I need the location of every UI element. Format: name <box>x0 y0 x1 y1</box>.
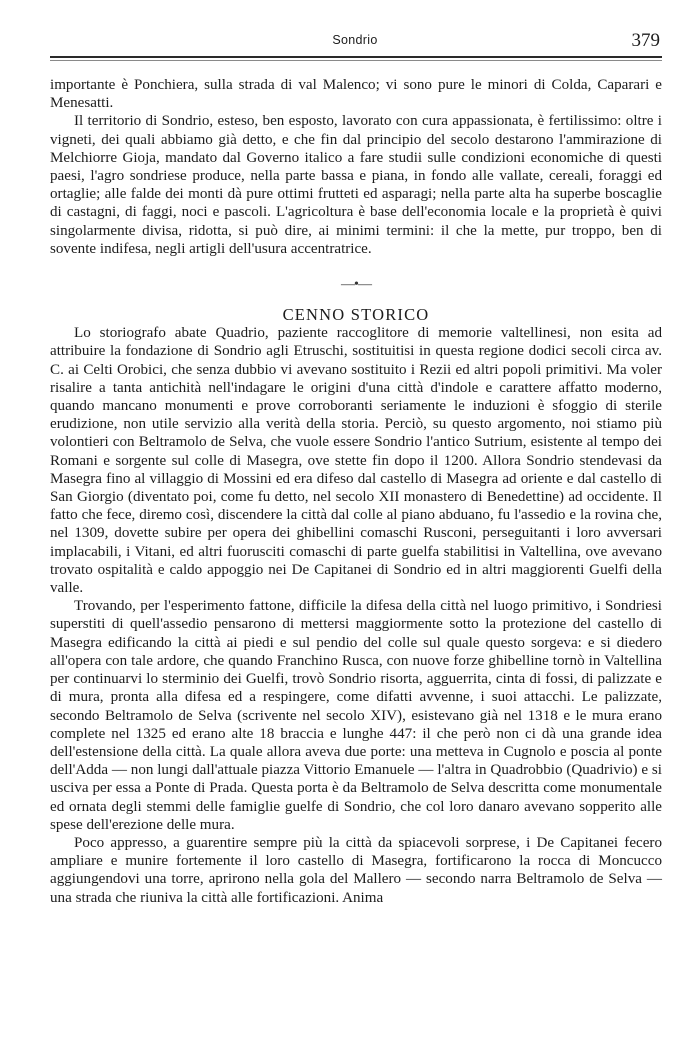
paragraph-history-3: Poco appresso, a guarentire sempre più la città da spiacevoli sorprese, i De Capitanei fecero ampliare e munire fortemente il loro castello di Masegra, fortificarono la rocca di Moncucco aggiungendovi una torre, aprirono nella gola del Mallero — secondo narra Beltramolo de Selva — una strada che riuniva la città alle fortificazioni. Anima <box>50 834 662 906</box>
paragraph-history-2: Trovando, per l'esperimento fattone, difficile la difesa della città nel luogo primitivo, i Sondriesi superstiti di quell'assedio pensarono di mettersi maggiormente sotto la protezione del castello di Masegra edificando la città ai piedi e sul pendio del colle sul quale questo sorgeva: e si diedero all'opera con tale ardore, che quando Franchino Rusca, con nuove forze ghibelline tornò in Valtellina per continuarvi lo sterminio dei Guelfi, trovò Sondrio risorta, agguerrita, cinta di fossi, di palizzate e di mura, pronta alla difesa ed a respingere, come difatti avvenne, i suoi attacchi. Le palizzate, secondo Beltramolo de Selva (scrivente nel secolo XIV), esistevano già nel 1318 e le mura erano complete nel 1325 ed erano alte 18 braccia e lunghe 447: il che però non ci dà una grande idea dell'estensione della città. La quale allora aveva due porte: una metteva in Cugnolo e poscia al ponte dell'Adda — non lungi dall'attuale piazza Vittorio Emanuele — l'altra in Quadrobbio (Quadrivio) e si usciva per essa a Ponte di Prada. Questa porta è da Beltramolo de Selva descritta come monumentale ed ornata degli stemmi delle famiglie guelfe di Sondrio, che col loro danaro avevano sopperito alle spese dell'erezione delle mura. <box>50 598 662 833</box>
paragraph-history-1: Lo storiografo abate Quadrio, paziente raccoglitore di memorie valtellinesi, non esita ad attribuire la fondazione di Sondrio agli Etruschi, sostituitisi in questa regione dodici secoli circa av. C. ai Celti Orobici, che senza dubbio vi avevano sostituito i Rezii ed altri popoli primitivi. Ma voler risalire a tanta antichità nell'indagare le origini d'una città d'indole e carattere affatto moderno, quando mancano monumenti e prove corroboranti seriamente le induzioni è sfoggio di sterile erudizione, non utile servizio alla verità della storia. Perciò, su questo argomento, noi stiamo più volontieri con Beltramolo de Selva, che vuole essere Sondrio l'antico Sutrium, esistente al tempo dei Romani e sorgente sul colle di Masegra, ove stette fin dopo il 1200. Allora Sondrio stendevasi da Masegra fino al villaggio di Mossini ed era difeso dal castello di Masegra ad oriente e dal castello di San Giorgio (diventato poi, come fu detto, nel secolo XII monastero di Benedettine) ad occidente. Il fatto che fece, diremo così, discendere la città dal colle al piano abduano, fu l'assedio e la rovina che, nel 1309, dovette subire per opera dei ghibellini comaschi Rusconi, perseguitanti i loro avversari implacabili, i Vitani, ed altri fuorusciti comaschi di parte guelfa stabilitisi in Valtellina, ove avevano trovato ospitalità e caldo appoggio nei De Capitanei di Sondrio ed in altri maggiorenti Guelfi della valle. <box>50 325 662 597</box>
section-ornament: —•— <box>341 277 371 293</box>
header-rule <box>50 56 662 58</box>
page-number: 379 <box>631 30 660 51</box>
running-title: Sondrio <box>332 33 378 47</box>
header-rule-thin <box>50 60 662 61</box>
running-head <box>50 30 660 54</box>
paragraph-territory: Il territorio di Sondrio, esteso, ben esposto, lavorato con cura appassionata, è fertilissimo: oltre i vigneti, dei quali abbiamo già detto, e che fin dal principio del secolo destarono l'ammirazione di Melchiorre Gioja, mandato dal Governo italico a fare studii sulle condizioni economiche di questi paesi, l'agro sondriese produce, nella parte bassa e piana, in fondo alle vallate, cereali, foraggi ed ortaglie; alle falde dei monti dà pure ottimi frutteti ed asparagi; nella parte alta ha superbe boscaglie di castagni, di faggi, noci e pascoli. L'agricoltura è base dell'economia locale e la proprietà è quivi singolarmente divisa, ridotta, si può dire, ai minimi termini: il che la mette, pur troppo, ben di sovente indifesa, negli artigli dell'usura accentratrice. <box>50 113 662 257</box>
paragraph-intro-continuation: importante è Ponchiera, sulla strada di val Malenco; vi sono pure le minori di Colda, Caparari e Menesatti. <box>50 77 662 112</box>
body-text <box>50 76 662 907</box>
section-heading: CENNO STORICO <box>282 305 430 325</box>
